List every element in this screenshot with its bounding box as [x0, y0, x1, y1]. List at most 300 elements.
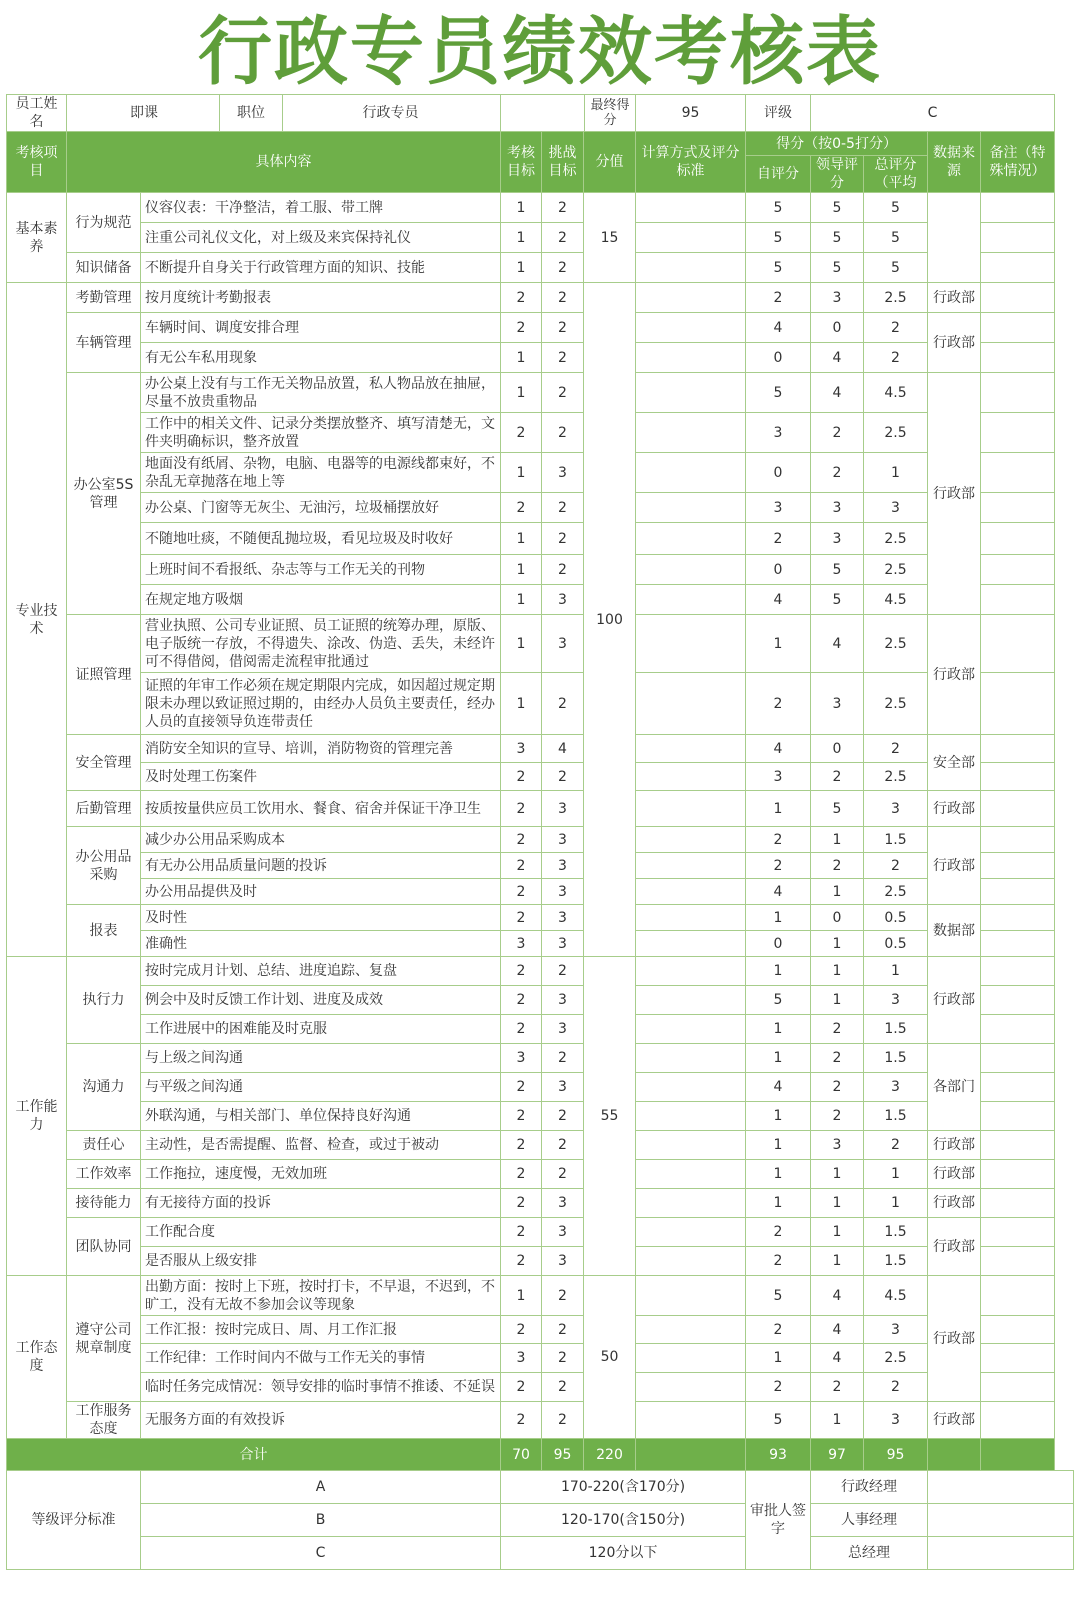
self-score[interactable]: 4	[746, 1073, 811, 1102]
self-score[interactable]: 5	[746, 1276, 811, 1316]
self-score[interactable]: 2	[746, 673, 811, 735]
method-cell[interactable]	[636, 791, 746, 827]
target-value[interactable]: 2	[501, 1402, 542, 1439]
challenge-value[interactable]: 3	[542, 1218, 584, 1247]
remark-cell[interactable]	[981, 413, 1055, 453]
target-value[interactable]: 2	[501, 763, 542, 791]
self-score[interactable]: 3	[746, 763, 811, 791]
method-cell[interactable]	[636, 853, 746, 879]
challenge-value[interactable]: 2	[542, 763, 584, 791]
challenge-value[interactable]: 4	[542, 735, 584, 763]
method-cell[interactable]	[636, 555, 746, 585]
remark-cell[interactable]	[981, 1316, 1055, 1344]
target-value[interactable]: 3	[501, 1044, 542, 1073]
self-score[interactable]: 2	[746, 1247, 811, 1276]
avg-score[interactable]: 3	[864, 1316, 928, 1344]
challenge-value[interactable]: 2	[542, 253, 584, 283]
method-cell[interactable]	[636, 1344, 746, 1373]
challenge-value[interactable]: 2	[542, 1102, 584, 1131]
avg-score[interactable]: 3	[864, 493, 928, 523]
challenge-value[interactable]: 3	[542, 1015, 584, 1044]
challenge-value[interactable]: 2	[542, 223, 584, 253]
remark-cell[interactable]	[981, 283, 1055, 313]
challenge-value[interactable]: 2	[542, 1276, 584, 1316]
leader-score[interactable]: 3	[811, 283, 864, 313]
method-cell[interactable]	[636, 1218, 746, 1247]
method-cell[interactable]	[636, 763, 746, 791]
challenge-value[interactable]: 3	[542, 853, 584, 879]
target-value[interactable]: 3	[501, 1344, 542, 1373]
remark-cell[interactable]	[981, 343, 1055, 373]
avg-score[interactable]: 1	[864, 453, 928, 493]
avg-score[interactable]: 3	[864, 1073, 928, 1102]
remark-cell[interactable]	[981, 931, 1055, 957]
avg-score[interactable]: 1.5	[864, 1218, 928, 1247]
item-content: 不随地吐痰，不随便乱抛垃圾，看见垃圾及时收好	[141, 523, 501, 555]
challenge-value[interactable]: 3	[542, 1073, 584, 1102]
category-name: 接待能力	[67, 1189, 141, 1218]
method-cell[interactable]	[636, 735, 746, 763]
leader-score[interactable]: 3	[811, 673, 864, 735]
self-score[interactable]: 5	[746, 373, 811, 413]
target-value[interactable]: 2	[501, 1073, 542, 1102]
method-cell[interactable]	[636, 986, 746, 1015]
self-score[interactable]: 5	[746, 1402, 811, 1439]
target-value[interactable]: 2	[501, 283, 542, 313]
signature-cell[interactable]	[928, 1537, 1074, 1570]
target-value[interactable]: 2	[501, 1131, 542, 1160]
leader-score[interactable]: 2	[811, 1044, 864, 1073]
remark-cell[interactable]	[981, 453, 1055, 493]
remark-cell[interactable]	[981, 853, 1055, 879]
target-value[interactable]: 1	[501, 223, 542, 253]
position-label: 职位	[237, 105, 265, 121]
target-value[interactable]: 3	[501, 735, 542, 763]
leader-score[interactable]: 4	[811, 1344, 864, 1373]
target-value[interactable]: 2	[501, 1160, 542, 1189]
leader-score[interactable]: 4	[811, 1316, 864, 1344]
self-score[interactable]: 2	[746, 1316, 811, 1344]
remark-cell[interactable]	[981, 523, 1055, 555]
leader-score[interactable]: 2	[811, 1073, 864, 1102]
challenge-value[interactable]: 3	[542, 879, 584, 905]
method-cell[interactable]	[636, 585, 746, 615]
remark-cell[interactable]	[981, 1276, 1055, 1316]
remark-cell[interactable]	[981, 791, 1055, 827]
leader-score[interactable]: 4	[811, 373, 864, 413]
remark-cell[interactable]	[981, 905, 1055, 931]
challenge-value[interactable]: 3	[542, 1189, 584, 1218]
remark-cell[interactable]	[981, 1344, 1055, 1373]
self-score[interactable]: 4	[746, 585, 811, 615]
method-cell[interactable]	[636, 1276, 746, 1316]
challenge-value[interactable]: 2	[542, 193, 584, 223]
challenge-value[interactable]: 3	[542, 905, 584, 931]
target-value[interactable]: 2	[501, 493, 542, 523]
self-score[interactable]: 1	[746, 615, 811, 673]
remark-cell[interactable]	[981, 493, 1055, 523]
avg-score[interactable]: 4.5	[864, 373, 928, 413]
self-score[interactable]: 1	[746, 1015, 811, 1044]
leader-score[interactable]: 2	[811, 853, 864, 879]
challenge-value[interactable]: 3	[542, 986, 584, 1015]
target-value[interactable]: 2	[501, 791, 542, 827]
challenge-value[interactable]: 2	[542, 493, 584, 523]
remark-cell[interactable]	[981, 1218, 1055, 1247]
remark-cell[interactable]	[981, 223, 1055, 253]
leader-score[interactable]: 0	[811, 313, 864, 343]
self-score[interactable]: 1	[746, 1102, 811, 1131]
avg-score[interactable]: 4.5	[864, 1276, 928, 1316]
avg-score[interactable]: 1	[864, 1189, 928, 1218]
target-value[interactable]: 3	[501, 931, 542, 957]
target-value[interactable]: 2	[501, 313, 542, 343]
target-value[interactable]: 2	[501, 1247, 542, 1276]
remark-cell[interactable]	[981, 1373, 1055, 1402]
total-row	[7, 1439, 1074, 1471]
remark-cell[interactable]	[981, 555, 1055, 585]
header-total: 总评分（平均	[864, 156, 928, 193]
self-score[interactable]: 0	[746, 555, 811, 585]
leader-score[interactable]: 2	[811, 1102, 864, 1131]
challenge-value[interactable]: 3	[542, 791, 584, 827]
self-score[interactable]: 2	[746, 853, 811, 879]
target-value[interactable]: 1	[501, 1276, 542, 1316]
target-value[interactable]: 1	[501, 453, 542, 493]
remark-cell[interactable]	[981, 313, 1055, 343]
leader-score[interactable]: 4	[811, 343, 864, 373]
avg-score[interactable]: 2	[864, 1131, 928, 1160]
target-value[interactable]: 2	[501, 986, 542, 1015]
leader-score[interactable]: 0	[811, 905, 864, 931]
avg-score[interactable]: 5	[864, 253, 928, 283]
self-score[interactable]: 0	[746, 931, 811, 957]
method-cell[interactable]	[636, 343, 746, 373]
target-value[interactable]: 1	[501, 523, 542, 555]
remark-cell[interactable]	[981, 986, 1055, 1015]
remark-cell[interactable]	[981, 1015, 1055, 1044]
item-content: 无服务方面的有效投诉	[141, 1402, 501, 1439]
target-value[interactable]: 1	[501, 585, 542, 615]
leader-score[interactable]: 3	[811, 523, 864, 555]
challenge-value[interactable]: 3	[542, 931, 584, 957]
target-value[interactable]: 2	[501, 853, 542, 879]
self-score[interactable]: 1	[746, 1160, 811, 1189]
grade-value[interactable]: C	[811, 95, 1055, 132]
leader-score[interactable]: 1	[811, 827, 864, 853]
leader-score[interactable]: 1	[811, 1402, 864, 1439]
remark-cell[interactable]	[981, 1073, 1055, 1102]
avg-score[interactable]: 2.5	[864, 879, 928, 905]
target-value[interactable]: 2	[501, 879, 542, 905]
method-cell[interactable]	[636, 1189, 746, 1218]
self-score[interactable]: 5	[746, 193, 811, 223]
method-cell[interactable]	[636, 1160, 746, 1189]
self-score[interactable]: 2	[746, 523, 811, 555]
challenge-value[interactable]: 2	[542, 957, 584, 986]
method-cell[interactable]	[636, 931, 746, 957]
self-score[interactable]: 1	[746, 1189, 811, 1218]
method-cell[interactable]	[636, 1102, 746, 1131]
method-cell[interactable]	[636, 905, 746, 931]
method-cell[interactable]	[636, 1044, 746, 1073]
target-value[interactable]: 1	[501, 373, 542, 413]
grading-label: 等级评分标准	[7, 1471, 141, 1570]
target-value[interactable]: 1	[501, 615, 542, 673]
avg-score[interactable]: 2	[864, 1373, 928, 1402]
table-row	[7, 827, 1074, 853]
remark-cell[interactable]	[981, 1402, 1055, 1439]
self-score[interactable]: 1	[746, 1131, 811, 1160]
self-score[interactable]: 3	[746, 493, 811, 523]
leader-score[interactable]: 2	[811, 453, 864, 493]
avg-score[interactable]: 2	[864, 343, 928, 373]
method-cell[interactable]	[636, 413, 746, 453]
challenge-value[interactable]: 3	[542, 827, 584, 853]
method-cell[interactable]	[636, 1131, 746, 1160]
self-score[interactable]: 1	[746, 905, 811, 931]
avg-score[interactable]: 2.5	[864, 283, 928, 313]
remark-cell[interactable]	[981, 253, 1055, 283]
self-score[interactable]: 1	[746, 791, 811, 827]
avg-score[interactable]: 1.5	[864, 827, 928, 853]
avg-score[interactable]: 1	[864, 957, 928, 986]
leader-score[interactable]: 4	[811, 615, 864, 673]
method-cell[interactable]	[636, 1247, 746, 1276]
leader-score[interactable]: 3	[811, 493, 864, 523]
challenge-value[interactable]: 2	[542, 673, 584, 735]
remark-cell[interactable]	[981, 827, 1055, 853]
leader-score[interactable]: 1	[811, 1189, 864, 1218]
challenge-value[interactable]: 3	[542, 615, 584, 673]
grade-label: 评级	[746, 95, 811, 132]
target-value[interactable]: 2	[501, 413, 542, 453]
target-value[interactable]: 2	[501, 905, 542, 931]
challenge-value[interactable]: 2	[542, 1373, 584, 1402]
avg-score[interactable]: 2.5	[864, 555, 928, 585]
target-value[interactable]: 2	[501, 1373, 542, 1402]
method-cell[interactable]	[636, 1073, 746, 1102]
method-cell[interactable]	[636, 673, 746, 735]
leader-score[interactable]: 1	[811, 879, 864, 905]
avg-score[interactable]: 0.5	[864, 931, 928, 957]
challenge-value[interactable]: 2	[542, 373, 584, 413]
method-cell[interactable]	[636, 1015, 746, 1044]
item-content: 工作汇报：按时完成日、周、月工作汇报	[141, 1316, 501, 1344]
leader-score[interactable]: 1	[811, 931, 864, 957]
method-cell[interactable]	[636, 493, 746, 523]
method-cell[interactable]	[636, 193, 746, 223]
target-value[interactable]: 2	[501, 1189, 542, 1218]
avg-score[interactable]: 1.5	[864, 1044, 928, 1073]
self-score[interactable]: 2	[746, 827, 811, 853]
leader-score[interactable]: 3	[811, 1131, 864, 1160]
section-name: 专业技术	[7, 283, 67, 957]
method-cell[interactable]	[636, 313, 746, 343]
remark-cell[interactable]	[981, 957, 1055, 986]
leader-score[interactable]: 4	[811, 1276, 864, 1316]
remark-cell[interactable]	[981, 1247, 1055, 1276]
leader-score[interactable]: 5	[811, 253, 864, 283]
item-content: 按月度统计考勤报表	[141, 283, 501, 313]
target-value[interactable]: 2	[501, 1102, 542, 1131]
remark-cell[interactable]	[981, 615, 1055, 673]
avg-score[interactable]: 3	[864, 986, 928, 1015]
avg-score[interactable]: 0.5	[864, 905, 928, 931]
method-cell[interactable]	[636, 957, 746, 986]
item-content: 与平级之间沟通	[141, 1073, 501, 1102]
table-row	[7, 673, 1074, 735]
table-row	[7, 585, 1074, 615]
leader-score[interactable]: 2	[811, 413, 864, 453]
leader-score[interactable]: 1	[811, 957, 864, 986]
leader-score[interactable]: 5	[811, 223, 864, 253]
self-score[interactable]: 1	[746, 957, 811, 986]
avg-score[interactable]: 5	[864, 193, 928, 223]
self-score[interactable]: 1	[746, 1344, 811, 1373]
target-value[interactable]: 2	[501, 1218, 542, 1247]
avg-score[interactable]: 1.5	[864, 1015, 928, 1044]
leader-score[interactable]: 2	[811, 1015, 864, 1044]
method-cell[interactable]	[636, 223, 746, 253]
remark-cell[interactable]	[981, 673, 1055, 735]
remark-cell[interactable]	[981, 373, 1055, 413]
avg-score[interactable]: 1.5	[864, 1247, 928, 1276]
leader-score[interactable]: 5	[811, 585, 864, 615]
avg-score[interactable]: 2.5	[864, 615, 928, 673]
leader-score[interactable]: 1	[811, 1247, 864, 1276]
name-value[interactable]	[67, 95, 501, 132]
header-score: 分值	[584, 132, 636, 193]
remark-cell[interactable]	[981, 585, 1055, 615]
avg-score[interactable]: 2	[864, 853, 928, 879]
self-score[interactable]: 4	[746, 735, 811, 763]
method-cell[interactable]	[636, 283, 746, 313]
target-value[interactable]: 2	[501, 957, 542, 986]
remark-cell[interactable]	[981, 193, 1055, 223]
method-cell[interactable]	[636, 1373, 746, 1402]
self-score[interactable]: 4	[746, 313, 811, 343]
target-value[interactable]: 1	[501, 343, 542, 373]
leader-score[interactable]: 5	[811, 791, 864, 827]
method-cell[interactable]	[636, 1316, 746, 1344]
self-score[interactable]: 1	[746, 1044, 811, 1073]
avg-score[interactable]: 4.5	[864, 585, 928, 615]
self-score[interactable]: 5	[746, 986, 811, 1015]
remark-cell[interactable]	[981, 1131, 1055, 1160]
leader-score[interactable]: 1	[811, 1218, 864, 1247]
challenge-value[interactable]: 2	[542, 413, 584, 453]
avg-score[interactable]: 2.5	[864, 413, 928, 453]
data-source: 行政部	[928, 313, 981, 373]
signature-cell[interactable]	[928, 1471, 1074, 1504]
remark-cell[interactable]	[981, 879, 1055, 905]
challenge-value[interactable]: 2	[542, 1344, 584, 1373]
self-score[interactable]: 2	[746, 283, 811, 313]
challenge-value[interactable]: 2	[542, 1131, 584, 1160]
leader-score[interactable]: 2	[811, 763, 864, 791]
avg-score[interactable]: 1.5	[864, 1102, 928, 1131]
method-cell[interactable]	[636, 253, 746, 283]
challenge-value[interactable]: 2	[542, 1402, 584, 1439]
leader-score[interactable]: 0	[811, 735, 864, 763]
avg-score[interactable]: 2.5	[864, 523, 928, 555]
challenge-value[interactable]: 2	[542, 1044, 584, 1073]
challenge-value[interactable]: 2	[542, 343, 584, 373]
target-value[interactable]: 1	[501, 673, 542, 735]
data-source: 行政部	[928, 1189, 981, 1218]
avg-score[interactable]: 1	[864, 1160, 928, 1189]
method-cell[interactable]	[636, 373, 746, 413]
target-value[interactable]: 1	[501, 193, 542, 223]
avg-score[interactable]: 2	[864, 313, 928, 343]
self-score[interactable]: 2	[746, 1373, 811, 1402]
challenge-value[interactable]: 2	[542, 1160, 584, 1189]
self-score[interactable]: 2	[746, 1218, 811, 1247]
leader-score[interactable]: 1	[811, 1160, 864, 1189]
total-avg: 95	[864, 1439, 928, 1471]
self-score[interactable]: 3	[746, 413, 811, 453]
challenge-value[interactable]: 3	[542, 585, 584, 615]
self-score[interactable]: 5	[746, 253, 811, 283]
self-score[interactable]: 5	[746, 223, 811, 253]
method-cell[interactable]	[636, 827, 746, 853]
avg-score[interactable]: 2.5	[864, 763, 928, 791]
method-cell[interactable]	[636, 615, 746, 673]
final-score-value[interactable]: 95	[636, 95, 746, 132]
leader-score[interactable]: 5	[811, 555, 864, 585]
target-value[interactable]: 2	[501, 1316, 542, 1344]
leader-score[interactable]: 5	[811, 193, 864, 223]
challenge-value[interactable]: 2	[542, 283, 584, 313]
target-value[interactable]: 2	[501, 1015, 542, 1044]
remark-cell[interactable]	[981, 1160, 1055, 1189]
leader-score[interactable]: 1	[811, 986, 864, 1015]
method-cell[interactable]	[636, 879, 746, 905]
challenge-value[interactable]: 2	[542, 313, 584, 343]
avg-score[interactable]: 3	[864, 1402, 928, 1439]
avg-score[interactable]: 2	[864, 735, 928, 763]
method-cell[interactable]	[636, 1402, 746, 1439]
self-score[interactable]: 0	[746, 343, 811, 373]
avg-score[interactable]: 3	[864, 791, 928, 827]
method-cell[interactable]	[636, 523, 746, 555]
challenge-value[interactable]: 2	[542, 523, 584, 555]
method-cell[interactable]	[636, 453, 746, 493]
remark-cell[interactable]	[981, 1102, 1055, 1131]
item-content: 临时任务完成情况：领导安排的临时事情不推诿、不延误	[141, 1373, 501, 1402]
challenge-value[interactable]: 2	[542, 555, 584, 585]
signature-cell[interactable]	[928, 1504, 1074, 1537]
leader-score[interactable]: 2	[811, 1373, 864, 1402]
remark-cell[interactable]	[981, 1044, 1055, 1073]
target-value[interactable]: 1	[501, 555, 542, 585]
challenge-value[interactable]: 3	[542, 1247, 584, 1276]
remark-cell[interactable]	[981, 735, 1055, 763]
table-row	[7, 853, 1074, 879]
target-value[interactable]: 1	[501, 253, 542, 283]
remark-cell[interactable]	[981, 1189, 1055, 1218]
target-value[interactable]: 2	[501, 827, 542, 853]
avg-score[interactable]: 5	[864, 223, 928, 253]
avg-score[interactable]: 2.5	[864, 673, 928, 735]
self-score[interactable]: 4	[746, 879, 811, 905]
remark-cell[interactable]	[981, 763, 1055, 791]
challenge-value[interactable]: 2	[542, 1316, 584, 1344]
self-score[interactable]: 0	[746, 453, 811, 493]
challenge-value[interactable]: 3	[542, 453, 584, 493]
avg-score[interactable]: 2.5	[864, 1344, 928, 1373]
